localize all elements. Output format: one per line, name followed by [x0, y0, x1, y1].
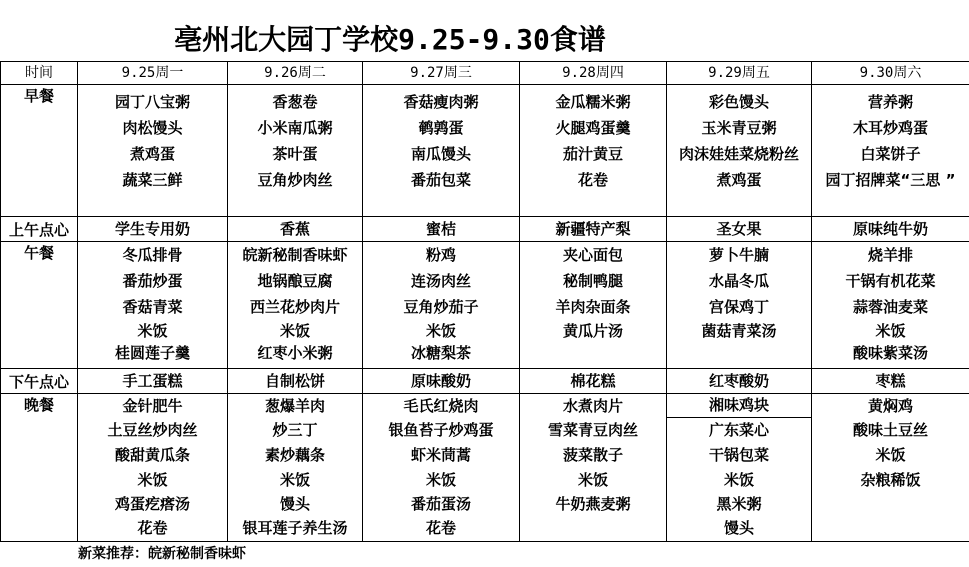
dish: 番茄包菜 — [410, 171, 471, 189]
dish: 皖新秘制香味虾 — [242, 246, 348, 264]
dish: 干锅包菜 — [708, 446, 769, 464]
dish: 自制松饼 — [264, 372, 325, 390]
dish: 火腿鸡蛋羹 — [555, 119, 631, 137]
day-header: 9.30周六 — [812, 62, 969, 85]
dish: 金针肥牛 — [122, 397, 183, 415]
dish: 番茄炒蛋 — [122, 272, 183, 290]
dish: 米饭 — [279, 471, 310, 489]
lunch-cell — [78, 242, 228, 369]
am-snack-label: 上午点心 — [1, 217, 78, 242]
dish: 枣糕 — [875, 372, 906, 390]
lunch-row — [1, 242, 969, 369]
dish: 酸味土豆丝 — [852, 421, 928, 439]
breakfast-cell — [812, 85, 969, 217]
dish: 酸甜黄瓜条 — [114, 446, 190, 464]
day-header: 9.27周三 — [363, 62, 520, 85]
dish: 米饭 — [425, 471, 456, 489]
dish: 虾米茼蒿 — [410, 446, 471, 464]
dish: 银耳莲子养生汤 — [242, 519, 348, 537]
dinner-cell — [667, 394, 812, 542]
dish: 香菇青菜 — [122, 298, 183, 316]
lunch-cell — [812, 242, 969, 369]
dish: 湘味鸡块 — [667, 394, 811, 418]
dish: 桂圆莲子羹 — [114, 344, 190, 362]
dish: 米饭 — [577, 471, 608, 489]
dish: 红枣酸奶 — [708, 372, 769, 390]
dish: 白菜饼子 — [860, 145, 921, 163]
dish: 牛奶燕麦粥 — [555, 495, 631, 513]
header-row — [1, 62, 969, 85]
dish: 新疆特产梨 — [555, 220, 631, 238]
snack-cell — [78, 369, 228, 394]
dish: 酸味紫菜汤 — [852, 344, 928, 362]
dish: 木耳炒鸡蛋 — [852, 119, 928, 137]
snack-cell — [228, 369, 363, 394]
dish: 米饭 — [425, 322, 456, 340]
dish: 杂粮稀饭 — [860, 471, 921, 489]
am-snack-row — [1, 217, 969, 242]
dish: 米饭 — [137, 322, 168, 340]
dish: 黄焖鸡 — [867, 397, 913, 415]
day-header: 9.29周五 — [667, 62, 812, 85]
snack-cell — [667, 217, 812, 242]
dish: 番茄蛋汤 — [410, 495, 471, 513]
time-header: 时间 — [1, 62, 78, 85]
lunch-cell — [228, 242, 363, 369]
dish: 小米南瓜粥 — [257, 119, 333, 137]
dish: 豆角炒茄子 — [403, 298, 479, 316]
dinner-cell — [363, 394, 520, 542]
day-header: 9.26周二 — [228, 62, 363, 85]
lunch-cell — [667, 242, 812, 369]
dish: 肉松馒头 — [122, 119, 183, 137]
dish: 米饭 — [137, 471, 168, 489]
snack-cell — [363, 217, 520, 242]
dish: 鹌鹑蛋 — [418, 119, 464, 137]
dish: 香蕉 — [279, 220, 310, 238]
dish: 冬瓜排骨 — [122, 246, 183, 264]
dish: 毛氏红烧肉 — [403, 397, 479, 415]
dish: 宫保鸡丁 — [708, 298, 769, 316]
dish: 雪菜青豆肉丝 — [547, 421, 638, 439]
dinner-cell — [812, 394, 969, 542]
dish: 米饭 — [279, 322, 310, 340]
dish: 馒头 — [279, 495, 310, 513]
dish: 秘制鸭腿 — [562, 272, 623, 290]
dish: 西兰花炒肉片 — [249, 298, 340, 316]
dish: 土豆丝炒肉丝 — [107, 421, 198, 439]
day-header: 9.28周四 — [520, 62, 667, 85]
menu-table — [0, 61, 969, 542]
dish: 连汤肉丝 — [410, 272, 471, 290]
dish: 鸡蛋疙瘩汤 — [114, 495, 190, 513]
dish: 花卷 — [137, 519, 168, 537]
page-title: 亳州北大园丁学校9.25-9.30食谱 — [174, 23, 606, 56]
dish: 园丁八宝粥 — [114, 93, 190, 111]
breakfast-cell — [78, 85, 228, 217]
dish: 豆角炒肉丝 — [257, 171, 333, 189]
dish: 蒜蓉油麦菜 — [852, 298, 928, 316]
dish: 学生专用奶 — [114, 220, 190, 238]
dish: 玉米青豆粥 — [701, 119, 777, 137]
lunch-cell — [520, 242, 667, 369]
dish: 花卷 — [577, 171, 608, 189]
dish: 米饭 — [875, 446, 906, 464]
snack-cell — [812, 369, 969, 394]
dish: 素炒藕条 — [264, 446, 325, 464]
pm-snack-label: 下午点心 — [1, 369, 78, 394]
dish: 干锅有机花菜 — [845, 272, 936, 290]
dish: 金瓜糯米粥 — [555, 93, 631, 111]
dish: 香菇瘦肉粥 — [403, 93, 479, 111]
dish: 夹心面包 — [562, 246, 623, 264]
breakfast-cell — [667, 85, 812, 217]
dish: 营养粥 — [867, 93, 913, 111]
breakfast-cell — [228, 85, 363, 217]
dish: 烧羊排 — [867, 246, 913, 264]
dish: 南瓜馒头 — [410, 145, 471, 163]
dish: 馒头 — [723, 519, 754, 537]
snack-cell — [78, 217, 228, 242]
dish: 炒三丁 — [272, 421, 318, 439]
snack-cell — [520, 217, 667, 242]
dish: 水煮肉片 — [562, 397, 623, 415]
dish: 蔬菜三鲜 — [122, 171, 183, 189]
dish: 萝卜牛腩 — [708, 246, 769, 264]
lunch-cell — [363, 242, 520, 369]
dish: 蜜桔 — [425, 220, 456, 238]
dish: 米饭 — [723, 471, 754, 489]
dish: 水晶冬瓜 — [708, 272, 769, 290]
dish: 肉沫娃娃菜烧粉丝 — [678, 145, 799, 163]
dish: 米饭 — [875, 322, 906, 340]
lunch-label: 午餐 — [1, 242, 78, 369]
dish: 煮鸡蛋 — [716, 171, 762, 189]
snack-cell — [812, 217, 969, 242]
dish: 茶叶蛋 — [272, 145, 318, 163]
dish: 花卷 — [425, 519, 456, 537]
breakfast-row — [1, 85, 969, 217]
snack-cell — [363, 369, 520, 394]
breakfast-label: 早餐 — [1, 85, 78, 217]
dish: 银鱼苔子炒鸡蛋 — [388, 421, 494, 439]
breakfast-cell — [520, 85, 667, 217]
dish: 菌菇青菜汤 — [701, 322, 777, 340]
dish: 香葱卷 — [272, 93, 318, 111]
dish: 园丁招牌菜“三思 ” — [825, 171, 956, 189]
snack-cell — [520, 369, 667, 394]
dish: 原味酸奶 — [410, 372, 471, 390]
dish: 黄瓜片汤 — [562, 322, 623, 340]
dish: 地锅酿豆腐 — [257, 272, 333, 290]
pm-snack-row — [1, 369, 969, 394]
day-header: 9.25周一 — [78, 62, 228, 85]
dish: 茄汁黄豆 — [562, 145, 623, 163]
dinner-cell — [520, 394, 667, 542]
dish: 黑米粥 — [716, 495, 762, 513]
dish: 葱爆羊肉 — [264, 397, 325, 415]
breakfast-cell — [363, 85, 520, 217]
dish: 粉鸡 — [425, 246, 456, 264]
dish: 菠菜散子 — [562, 446, 623, 464]
snack-cell — [667, 369, 812, 394]
dish: 羊肉杂面条 — [555, 298, 631, 316]
dish: 圣女果 — [716, 220, 762, 238]
new-dish-recommendation: 新菜推荐：皖新秘制香味虾 — [78, 546, 246, 562]
dinner-cell — [228, 394, 363, 542]
dish: 红枣小米粥 — [257, 344, 333, 362]
dish: 棉花糕 — [570, 372, 616, 390]
dish: 彩色馒头 — [708, 93, 769, 111]
dish: 原味纯牛奶 — [852, 220, 928, 238]
snack-cell — [228, 217, 363, 242]
dinner-label: 晚餐 — [1, 394, 78, 542]
dish: 广东菜心 — [708, 421, 769, 439]
dish: 煮鸡蛋 — [129, 145, 175, 163]
dish: 冰糖梨茶 — [410, 344, 471, 362]
dish: 手工蛋糕 — [122, 372, 183, 390]
dinner-row — [1, 394, 969, 542]
dinner-cell — [78, 394, 228, 542]
